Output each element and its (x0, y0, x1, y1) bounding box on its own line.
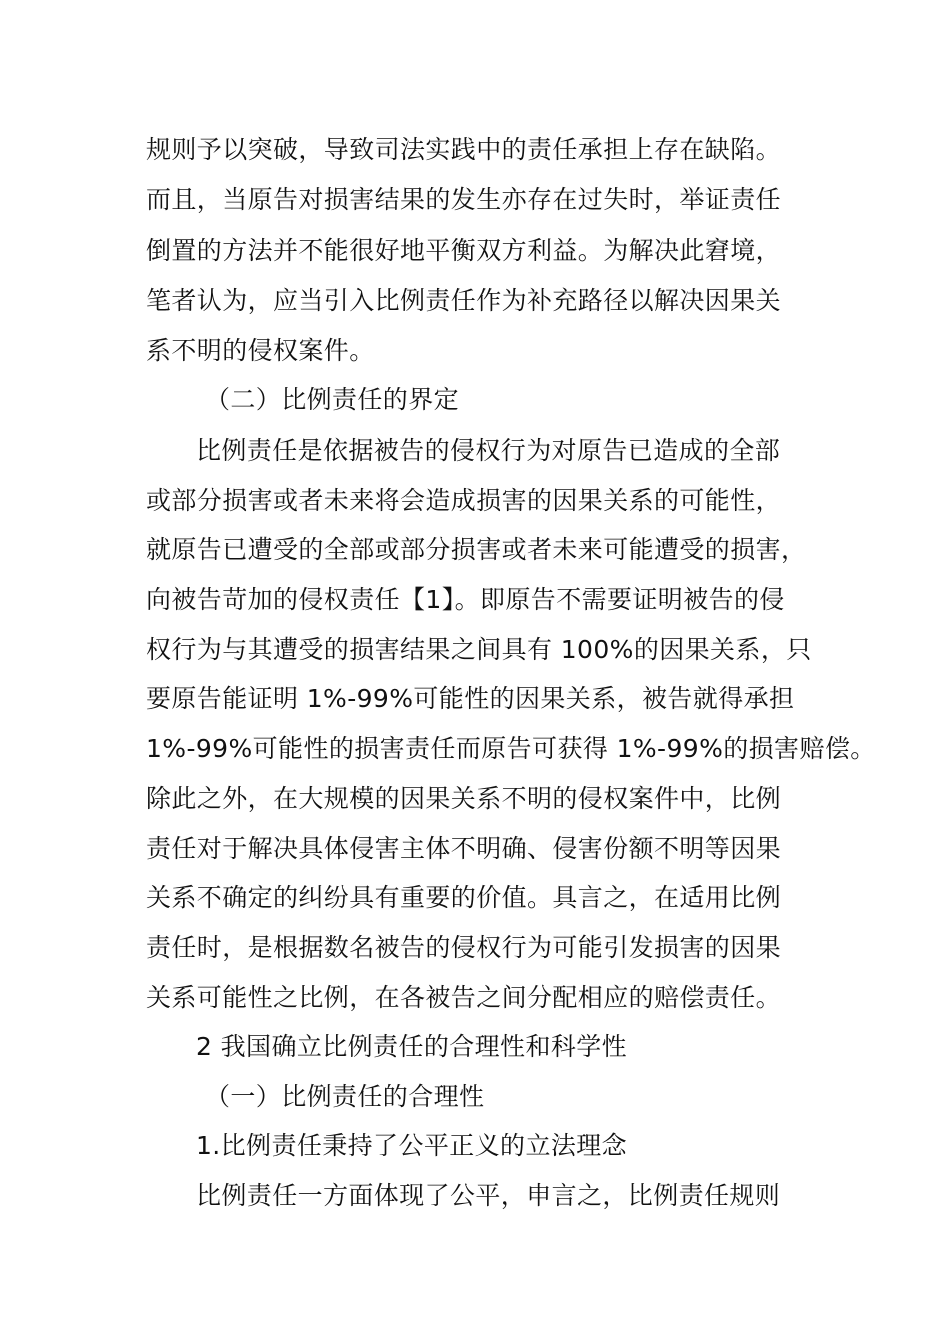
subsection-heading: （一）比例责任的合理性 (205, 1082, 485, 1111)
paragraph-first-line: 比例责任一方面体现了公平，申言之，比例责任规则 (196, 1181, 781, 1210)
body-text-line: 权行为与其遭受的损害结果之间具有 100%的因果关系，只 (146, 635, 812, 664)
body-text-line: 向被告苛加的侵权责任【1】。即原告不需要证明被告的侵 (146, 585, 785, 614)
body-text-line: 而且，当原告对损害结果的发生亦存在过失时，举证责任 (146, 185, 782, 214)
body-text-line: 系不明的侵权案件。 (146, 336, 375, 365)
body-text-line: 或部分损害或者未来将会造成损害的因果关系的可能性， (146, 486, 782, 515)
body-text-line: 1%-99%可能性的损害责任而原告可获得 1%-99%的损害赔偿。 (146, 734, 876, 763)
body-text-line: 要原告能证明 1%-99%可能性的因果关系，被告就得承担 (146, 684, 795, 713)
sub-subsection-heading: 1.比例责任秉持了公平正义的立法理念 (196, 1131, 628, 1160)
body-text-line: 除此之外，在大规模的因果关系不明的侵权案件中，比例 (146, 784, 782, 813)
section-heading: 2 我国确立比例责任的合理性和科学性 (196, 1032, 628, 1061)
body-text-line: 关系可能性之比例，在各被告之间分配相应的赔偿责任。 (146, 983, 782, 1012)
paragraph-first-line: 比例责任是依据被告的侵权行为对原告已造成的全部 (196, 436, 781, 465)
section-heading: （二）比例责任的界定 (205, 385, 460, 414)
body-text-line: 责任对于解决具体侵害主体不明确、侵害份额不明等因果 (146, 834, 782, 863)
body-text-line: 关系不确定的纠纷具有重要的价值。具言之，在适用比例 (146, 883, 782, 912)
body-text-line: 规则予以突破，导致司法实践中的责任承担上存在缺陷。 (146, 135, 782, 164)
body-text-line: 责任时，是根据数名被告的侵权行为可能引发损害的因果 (146, 933, 782, 962)
body-text-line: 笔者认为，应当引入比例责任作为补充路径以解决因果关 (146, 286, 782, 315)
body-text-line: 倒置的方法并不能很好地平衡双方利益。为解决此窘境， (146, 236, 782, 265)
body-text-line: 就原告已遭受的全部或部分损害或者未来可能遭受的损害， (146, 535, 807, 564)
